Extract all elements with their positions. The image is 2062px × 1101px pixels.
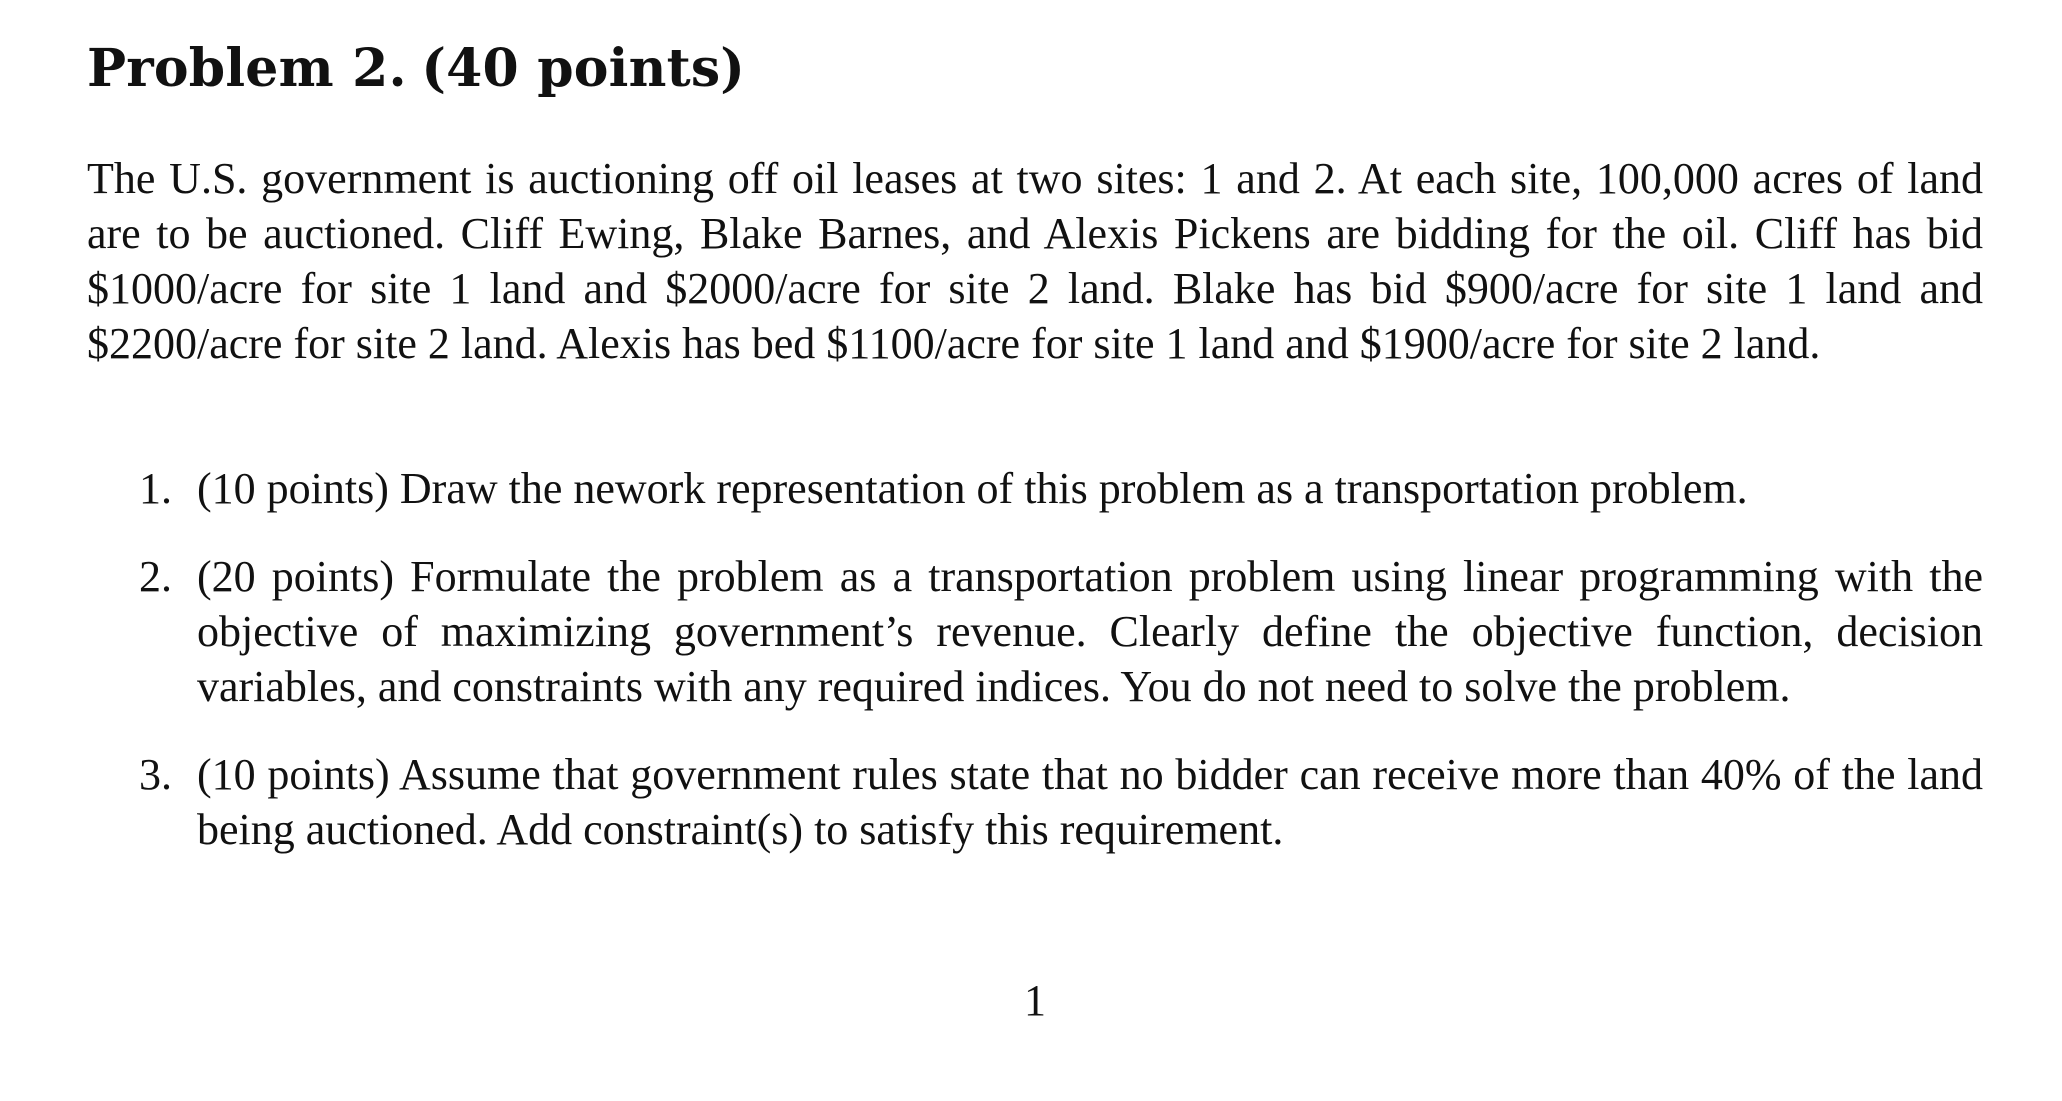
question-list <box>87 461 1983 890</box>
problem-description: The U.S. government is auctioning off oil leases at two sites: 1 and 2. At each site, 100,000 acres of land are to be auctioned. Cliff Ewing, Blake Barnes, and Alexis Pickens are bidding for the oil. Cliff has bid $1000/acre for site 1 land and $2000/acre for site 2 land. Blake has bid $900/acre for site 1 land and $2200/acre for site 2 land. Alexis has bed $1100/acre for site 1 land and $1900/acre for site 2 land. <box>87 154 1983 368</box>
question-text: Draw the nework representation of this problem as a transportation problem. <box>399 464 1748 513</box>
question-text: Formulate the problem as a transportation problem using linear programming with the objective of maximizing government’s revenue. Clearly define the objective function, decision variables, and constraints with any required indices. You do not need to solve the problem. <box>197 552 1984 711</box>
question-number: 2. <box>139 552 172 601</box>
question-item <box>87 747 1983 857</box>
question-text: Assume that government rules state that no bidder can receive more than 40% of the land being auctioned. Add constraint(s) to satisfy this requirement. <box>197 750 1983 854</box>
question-points: (10 points) <box>197 750 390 799</box>
page-number: 1 <box>1024 976 1046 1025</box>
problem-heading <box>87 34 745 104</box>
question-item <box>87 549 1983 714</box>
document-page <box>87 0 1983 1101</box>
problem-title: Problem 2. <box>87 38 407 99</box>
question-item <box>87 461 1983 516</box>
problem-points: (40 points) <box>421 38 746 99</box>
question-number: 3. <box>139 750 172 799</box>
question-points: (10 points) <box>197 464 389 513</box>
question-number: 1. <box>139 464 172 513</box>
question-points: (20 points) <box>197 552 395 601</box>
